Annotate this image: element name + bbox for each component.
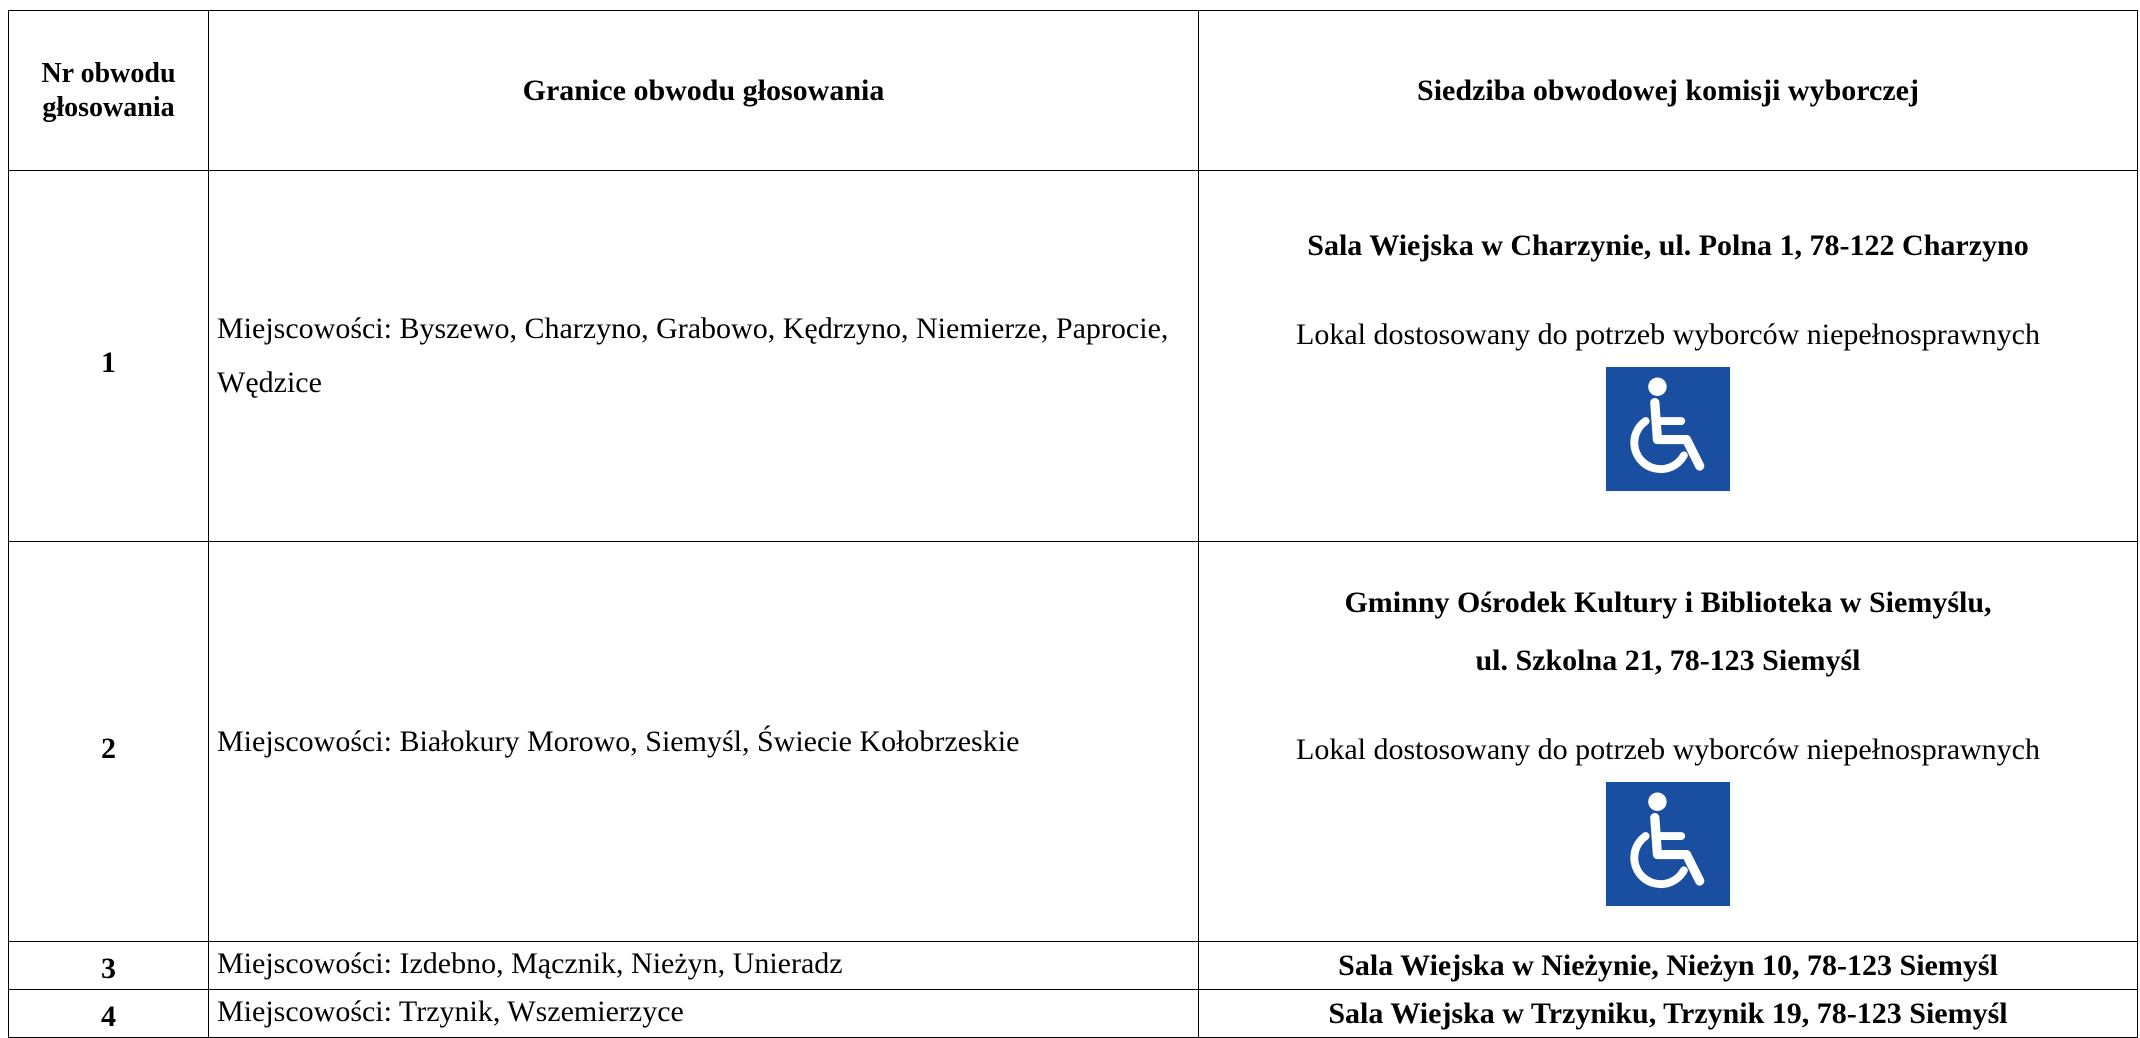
- table-row: [9, 942, 2138, 990]
- district-bounds: Miejscowości: Byszewo, Charzyno, Grabowo, Kędrzyno, Niemierze, Paprocie, Wędzice: [209, 171, 1199, 542]
- header-nr-line1: Nr obwodu: [41, 57, 176, 89]
- district-number: 3: [9, 942, 209, 990]
- district-bounds: [209, 542, 1199, 942]
- accessibility-note: Lokal dostosowany do potrzeb wyborców niepełnosprawnych: [1296, 318, 2040, 351]
- commission-seat: [1199, 542, 2138, 942]
- commission-seat: [1199, 990, 2138, 1038]
- table-row: [9, 990, 2138, 1038]
- accessibility-note: Lokal dostosowany do potrzeb wyborców niepełnosprawnych: [1296, 732, 2040, 766]
- district-bounds-text: Miejscowości: Białokury Morowo, Siemyśl, Świecie Kołobrzeskie: [217, 724, 1020, 758]
- commission-seat: [1199, 171, 2138, 542]
- table-row: [9, 542, 2138, 942]
- wheelchair-accessibility-icon: [1602, 363, 1734, 495]
- header-nr-line2: głosowania: [42, 91, 175, 123]
- header-district-bounds: Granice obwodu głosowania: [209, 11, 1199, 171]
- table-row: [9, 171, 2138, 542]
- header-commission-seat: Siedziba obwodowej komisji wyborczej: [1199, 11, 2138, 171]
- table-header-row: [9, 11, 2138, 171]
- seat-address-line1: Gminny Ośrodek Kultury i Biblioteka w Siemyślu,: [1344, 585, 1992, 619]
- commission-seat: [1199, 942, 2138, 990]
- district-bounds: Miejscowości: Trzynik, Wszemierzyce: [209, 990, 1199, 1038]
- district-bounds: Miejscowości: Izdebno, Mącznik, Nieżyn, Unieradz: [209, 942, 1199, 990]
- district-number: 2: [9, 542, 209, 942]
- district-number: 4: [9, 990, 209, 1038]
- seat-address: Sala Wiejska w Nieżynie, Nieżyn 10, 78-123 Siemyśl: [1338, 948, 1998, 982]
- seat-address: Sala Wiejska w Trzyniku, Trzynik 19, 78-123 Siemyśl: [1328, 996, 2008, 1030]
- district-number: 1: [9, 171, 209, 542]
- seat-address: Sala Wiejska w Charzynie, ul. Polna 1, 78-122 Charzyno: [1307, 229, 2029, 262]
- header-district-number: [9, 11, 209, 171]
- wheelchair-accessibility-icon: [1602, 778, 1734, 910]
- seat-address-line2: ul. Szkolna 21, 78-123 Siemyśl: [1475, 643, 1861, 677]
- voting-districts-table: [8, 10, 2138, 1038]
